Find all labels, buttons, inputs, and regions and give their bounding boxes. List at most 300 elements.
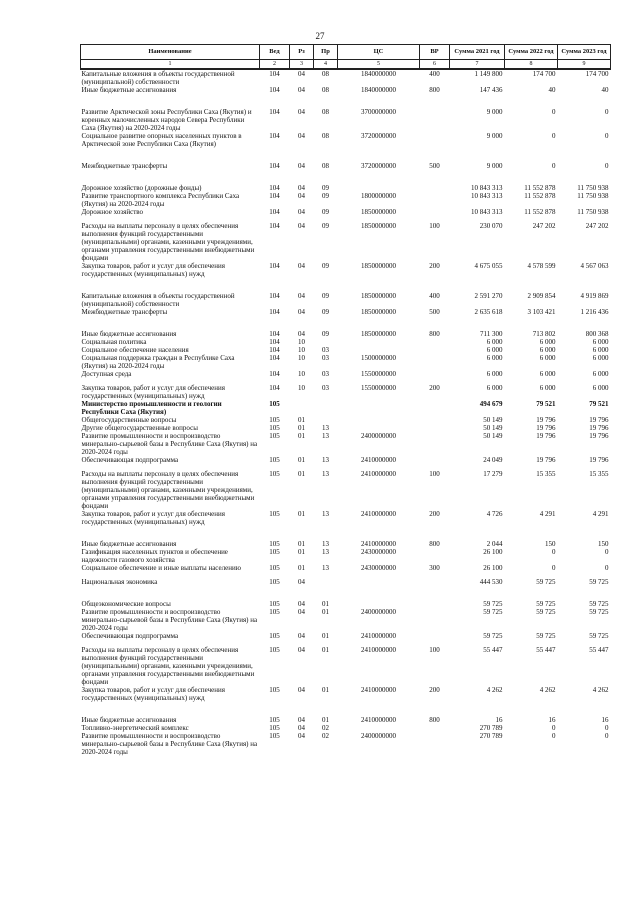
row-ved: 104 [269, 354, 280, 362]
row-cs [338, 346, 420, 354]
row-rz: 04 [298, 716, 305, 724]
column-header-rz: Рз [290, 45, 314, 60]
row-pr [314, 578, 338, 600]
row-name: Дорожное хозяйство (дорожные фонды) [81, 184, 202, 192]
row-rz: 04 [298, 208, 305, 216]
table-row [81, 632, 611, 646]
row-sum-2021: 26 100 [483, 564, 503, 572]
table-row [81, 69, 611, 86]
row-cs: 2400000000 [361, 432, 396, 440]
row-pr: 09 [322, 308, 329, 316]
row-pr: 03 [322, 370, 329, 378]
row-cs: 1850000000 [361, 208, 396, 216]
row-rz: 04 [298, 86, 305, 94]
row-name: Социальная поддержка граждан в Республике Саха (Якутия) на 2020-2024 годы [81, 354, 235, 370]
row-ved: 104 [269, 192, 280, 200]
table-row [81, 578, 611, 600]
row-cs: 2410000000 [361, 632, 396, 640]
row-sum-2023: 55 447 [589, 646, 609, 654]
row-sum-2022: 40 [548, 86, 556, 94]
table-row [81, 108, 611, 132]
row-vr: 400 [429, 292, 440, 300]
table-row [81, 338, 611, 346]
row-vr [420, 346, 450, 354]
table-body [81, 69, 611, 756]
row-rz: 01 [298, 540, 305, 548]
row-sum-2023: 0 [605, 162, 609, 170]
row-sum-2022: 713 802 [532, 330, 556, 338]
row-ved: 104 [269, 162, 280, 170]
row-name: Социальная политика [81, 338, 147, 346]
row-sum-2023: 59 725 [589, 600, 609, 608]
row-cs: 2410000000 [361, 470, 396, 478]
row-rz: 10 [298, 384, 305, 392]
row-ved: 105 [269, 724, 280, 732]
row-sum-2023: 1 216 436 [580, 308, 609, 316]
row-vr [420, 208, 450, 222]
row-pr: 08 [322, 86, 329, 94]
row-sum-2023: 6 000 [592, 346, 609, 354]
row-vr [420, 608, 450, 632]
row-rz: 01 [298, 564, 305, 572]
row-name: Общегосударственные вопросы [81, 416, 177, 424]
row-sum-2021: 6 000 [486, 370, 503, 378]
row-pr: 01 [322, 686, 329, 694]
row-ved: 105 [269, 424, 280, 432]
row-ved: 104 [269, 132, 280, 140]
column-header-ved: Вед [260, 45, 290, 60]
row-sum-2022: 0 [552, 162, 556, 170]
row-sum-2022: 0 [552, 564, 556, 572]
row-sum-2021: 10 843 313 [471, 208, 503, 216]
row-name: Министерство промышленности и геологии Республики Саха (Якутия) [81, 400, 222, 416]
row-pr: 08 [322, 132, 329, 140]
row-ved: 104 [269, 308, 280, 316]
row-sum-2023: 15 355 [589, 470, 609, 478]
row-ved: 105 [269, 632, 280, 640]
row-vr: 200 [429, 686, 440, 694]
row-ved: 104 [269, 108, 280, 116]
row-pr: 01 [322, 600, 329, 608]
table-row [81, 716, 611, 724]
row-sum-2023: 4 919 869 [580, 292, 609, 300]
row-name: Закупка товаров, работ и услуг для обеспечения государственных (муниципальных) нужд [81, 262, 225, 278]
table-row [81, 86, 611, 108]
column-header-name: Наименование [81, 45, 260, 60]
row-sum-2021: 9 000 [486, 132, 503, 140]
row-sum-2021: 147 436 [479, 86, 503, 94]
row-sum-2022: 174 700 [532, 70, 556, 78]
table-row [81, 292, 611, 308]
row-sum-2023: 59 725 [589, 632, 609, 640]
row-vr [420, 432, 450, 456]
row-sum-2021: 2 591 270 [474, 292, 503, 300]
row-name: Социальное развитие опорных населенных пунктов в Арктической зоне Республики Саха (Якутия) [81, 132, 242, 148]
row-pr [314, 400, 338, 416]
row-pr: 13 [322, 510, 329, 518]
row-rz: 01 [298, 416, 305, 424]
row-name: Обеспечивающая подпрограмма [81, 456, 179, 464]
row-vr: 200 [429, 510, 440, 518]
row-cs: 1850000000 [361, 330, 396, 338]
row-vr: 100 [429, 222, 440, 230]
table-row [81, 184, 611, 192]
row-sum-2022: 59 725 [536, 578, 556, 586]
row-rz [290, 400, 314, 416]
row-name: Дорожное хозяйство [81, 208, 144, 216]
row-ved: 105 [269, 456, 280, 464]
row-sum-2021: 50 149 [483, 416, 503, 424]
row-sum-2021: 2 635 618 [474, 308, 503, 316]
row-name: Закупка товаров, работ и услуг для обеспечения государственных (муниципальных) нужд [81, 510, 225, 526]
row-ved: 105 [269, 564, 280, 572]
row-vr [420, 456, 450, 470]
row-name: Закупка товаров, работ и услуг для обеспечения государственных (муниципальных) нужд [81, 384, 225, 400]
row-cs [338, 416, 420, 424]
row-name: Топливно-энергетический комплекс [81, 724, 189, 732]
row-sum-2021: 10 843 313 [471, 192, 503, 200]
row-rz: 04 [298, 330, 305, 338]
row-pr: 01 [322, 608, 329, 616]
row-sum-2023: 0 [605, 108, 609, 116]
row-sum-2022: 11 552 878 [524, 184, 556, 192]
row-vr [420, 424, 450, 432]
table-row [81, 540, 611, 548]
table-row [81, 646, 611, 686]
row-pr: 13 [322, 470, 329, 478]
row-ved: 105 [269, 548, 280, 556]
row-cs: 2400000000 [361, 608, 396, 616]
row-pr: 01 [322, 632, 329, 640]
row-pr: 13 [322, 564, 329, 572]
row-vr [420, 416, 450, 424]
table-row [81, 262, 611, 292]
row-vr [420, 600, 450, 608]
row-pr: 13 [322, 432, 329, 440]
row-name: Расходы на выплаты персоналу в целях обеспечения выполнения функций государственными (муниципальными) органами, казенными учреждениями, органами управления государственными внебюджетными фондами [81, 222, 255, 262]
row-sum-2023: 19 796 [589, 432, 609, 440]
row-name: Газификация населенных пунктов и обеспечение надежности газового хозяйства [81, 548, 228, 564]
table-row [81, 564, 611, 578]
row-vr: 500 [429, 308, 440, 316]
table-row [81, 208, 611, 222]
row-name: Иные бюджетные ассигнования [81, 716, 177, 724]
row-rz: 04 [298, 192, 305, 200]
row-sum-2023: 6 000 [592, 370, 609, 378]
table-row [81, 686, 611, 716]
row-ved: 104 [269, 330, 280, 338]
row-vr [420, 108, 450, 132]
row-sum-2022: 6 000 [539, 338, 556, 346]
row-sum-2021: 1 149 800 [474, 70, 503, 78]
row-sum-2021: 9 000 [486, 162, 503, 170]
row-sum-2023: 150 [598, 540, 609, 548]
row-sum-2023: 6 000 [592, 384, 609, 392]
row-cs: 2410000000 [361, 716, 396, 724]
row-sum-2023: 11 750 938 [577, 192, 609, 200]
table-row [81, 600, 611, 608]
row-vr [420, 354, 450, 370]
row-rz: 04 [298, 184, 305, 192]
row-pr: 03 [322, 346, 329, 354]
row-sum-2022: 6 000 [539, 346, 556, 354]
row-rz: 01 [298, 424, 305, 432]
row-sum-2022: 6 000 [539, 370, 556, 378]
table-row [81, 456, 611, 470]
row-rz: 04 [298, 292, 305, 300]
row-vr: 400 [429, 70, 440, 78]
row-sum-2021: 711 300 [480, 330, 503, 338]
row-sum-2023: 4 291 [592, 510, 609, 518]
row-ved: 104 [269, 292, 280, 300]
row-sum-2022: 11 552 878 [524, 192, 556, 200]
table-row [81, 608, 611, 632]
row-cs: 3720000000 [361, 162, 396, 170]
row-sum-2023: 19 796 [589, 416, 609, 424]
column-number: 8 [505, 60, 558, 70]
row-ved: 105 [269, 416, 280, 424]
row-sum-2022: 4 578 599 [527, 262, 556, 270]
row-rz: 04 [298, 724, 305, 732]
row-rz: 04 [298, 646, 305, 654]
row-cs: 3720000000 [361, 132, 396, 140]
row-sum-2022: 59 725 [536, 600, 556, 608]
row-name: Капитальные вложения в объекты государственной (муниципальной) собственности [81, 70, 235, 86]
row-ved: 105 [269, 578, 280, 586]
row-sum-2023: 4 262 [592, 686, 609, 694]
row-vr: 800 [429, 330, 440, 338]
row-name: Доступная среда [81, 370, 132, 378]
row-pr: 03 [322, 354, 329, 362]
row-name: Межбюджетные трансферты [81, 162, 168, 170]
row-cs [338, 424, 420, 432]
row-vr: 800 [429, 716, 440, 724]
row-name: Социальное обеспечение населения [81, 346, 189, 354]
column-header-sum-2022: Сумма 2022 год [505, 45, 558, 60]
table-row [81, 384, 611, 400]
row-sum-2022: 0 [552, 548, 556, 556]
row-vr [420, 370, 450, 384]
table-row [81, 424, 611, 432]
table-row [81, 548, 611, 564]
table-row [81, 470, 611, 510]
row-sum-2022: 6 000 [539, 384, 556, 392]
row-rz: 04 [298, 578, 305, 586]
row-sum-2021: 26 100 [483, 548, 503, 556]
row-cs: 1850000000 [361, 292, 396, 300]
row-sum-2021: 59 725 [483, 632, 503, 640]
column-number: 5 [338, 60, 420, 70]
table-row [81, 354, 611, 370]
column-header-sum-2023: Сумма 2023 год [558, 45, 611, 60]
row-name: Национальная экономика [81, 578, 158, 586]
budget-table [80, 44, 611, 756]
row-pr: 13 [322, 424, 329, 432]
row-ved: 105 [269, 646, 280, 654]
row-rz: 04 [298, 222, 305, 230]
row-vr: 300 [429, 564, 440, 572]
row-vr [420, 548, 450, 564]
row-rz: 01 [298, 510, 305, 518]
row-name: Развитие промышленности и воспроизводство минерально-сырьевой базы в Республике Саха (Якутия) на 2020-2024 годы [81, 608, 258, 632]
table-row [81, 724, 611, 732]
page-number: 27 [315, 31, 325, 41]
row-ved: 105 [269, 732, 280, 740]
row-pr: 01 [322, 716, 329, 724]
row-cs: 1800000000 [361, 192, 396, 200]
row-pr: 03 [322, 384, 329, 392]
row-vr [420, 400, 450, 416]
row-pr: 02 [322, 724, 329, 732]
row-pr: 01 [322, 646, 329, 654]
row-sum-2023: 0 [605, 132, 609, 140]
row-pr [314, 338, 338, 346]
row-cs [338, 600, 420, 608]
row-ved: 104 [269, 222, 280, 230]
row-rz: 10 [298, 346, 305, 354]
row-sum-2021: 4 675 055 [474, 262, 503, 270]
row-sum-2022: 79 521 [536, 400, 556, 408]
row-name: Иные бюджетные ассигнования [81, 86, 177, 94]
row-sum-2022: 59 725 [536, 608, 556, 616]
row-sum-2022: 0 [552, 732, 556, 740]
row-sum-2022: 19 796 [536, 456, 556, 464]
row-cs: 1850000000 [361, 308, 396, 316]
row-sum-2022: 4 262 [539, 686, 556, 694]
row-ved: 104 [269, 370, 280, 378]
row-cs: 2410000000 [361, 686, 396, 694]
row-sum-2021: 17 279 [483, 470, 503, 478]
column-number: 3 [290, 60, 314, 70]
row-pr: 09 [322, 292, 329, 300]
table-row [81, 308, 611, 330]
column-header-vr: ВР [420, 45, 450, 60]
row-name: Закупка товаров, работ и услуг для обеспечения государственных (муниципальных) нужд [81, 686, 225, 702]
table-row [81, 400, 611, 416]
row-ved: 105 [269, 510, 280, 518]
row-vr: 500 [429, 162, 440, 170]
row-rz: 10 [298, 370, 305, 378]
column-header-sum-2021: Сумма 2021 год [450, 45, 505, 60]
row-rz: 04 [298, 600, 305, 608]
row-cs: 2430000000 [361, 564, 396, 572]
row-pr: 09 [322, 330, 329, 338]
row-ved: 105 [269, 716, 280, 724]
row-pr: 09 [322, 208, 329, 216]
row-sum-2023: 4 567 063 [580, 262, 609, 270]
row-pr: 13 [322, 540, 329, 548]
row-name: Социальное обеспечение и иные выплаты населению [81, 564, 241, 572]
row-ved: 104 [269, 384, 280, 392]
row-ved: 104 [269, 208, 280, 216]
row-ved: 104 [269, 86, 280, 94]
row-sum-2023: 0 [605, 732, 609, 740]
row-rz: 04 [298, 162, 305, 170]
table-row [81, 330, 611, 338]
row-cs: 1550000000 [361, 384, 396, 392]
row-vr [420, 192, 450, 208]
row-pr: 13 [322, 456, 329, 464]
row-sum-2021: 494 679 [479, 400, 503, 408]
row-cs: 1840000000 [361, 86, 396, 94]
row-rz: 04 [298, 732, 305, 740]
row-sum-2023: 40 [601, 86, 609, 94]
row-cs [338, 724, 420, 732]
row-sum-2023: 11 750 938 [577, 184, 609, 192]
row-sum-2021: 10 843 313 [471, 184, 503, 192]
row-sum-2023: 247 202 [585, 222, 609, 230]
row-sum-2022: 3 103 421 [527, 308, 556, 316]
row-ved: 105 [269, 400, 280, 408]
row-rz: 10 [298, 354, 305, 362]
row-sum-2022: 0 [552, 132, 556, 140]
row-sum-2023: 19 796 [589, 456, 609, 464]
row-rz: 04 [298, 108, 305, 116]
column-header-pr: Пр [314, 45, 338, 60]
row-cs [338, 338, 420, 346]
row-rz: 01 [298, 470, 305, 478]
row-sum-2022: 15 355 [536, 470, 556, 478]
row-sum-2021: 6 000 [486, 384, 503, 392]
table-row [81, 346, 611, 354]
row-pr [314, 416, 338, 424]
row-rz: 04 [298, 308, 305, 316]
row-ved: 104 [269, 70, 280, 78]
row-rz: 01 [298, 548, 305, 556]
row-vr: 100 [429, 470, 440, 478]
row-ved: 104 [269, 184, 280, 192]
row-cs: 2410000000 [361, 510, 396, 518]
table-row [81, 432, 611, 456]
row-sum-2023: 19 796 [589, 424, 609, 432]
row-sum-2023: 6 000 [592, 354, 609, 362]
row-sum-2022: 19 796 [536, 432, 556, 440]
row-pr: 08 [322, 70, 329, 78]
row-sum-2021: 50 149 [483, 432, 503, 440]
row-ved: 105 [269, 686, 280, 694]
row-sum-2023: 59 725 [589, 608, 609, 616]
table-row [81, 370, 611, 384]
column-number: 1 [81, 60, 260, 70]
row-sum-2021: 6 000 [486, 354, 503, 362]
table-row [81, 132, 611, 162]
row-name: Расходы на выплаты персоналу в целях обеспечения выполнения функций государственными (муниципальными) органами, казенными учреждениями, органами управления государственными внебюджетными фондами [81, 646, 255, 686]
row-name: Капитальные вложения в объекты государственной (муниципальной) собственности [81, 292, 235, 308]
row-sum-2023: 59 725 [589, 578, 609, 586]
row-vr [420, 338, 450, 346]
row-sum-2021: 9 000 [486, 108, 503, 116]
table-row [81, 510, 611, 540]
row-sum-2022: 19 796 [536, 424, 556, 432]
table-row [81, 222, 611, 262]
row-sum-2021: 6 000 [486, 338, 503, 346]
row-sum-2021: 59 725 [483, 608, 503, 616]
row-cs [338, 400, 420, 416]
row-cs: 1850000000 [361, 222, 396, 230]
row-sum-2022: 0 [552, 724, 556, 732]
row-sum-2021: 270 789 [479, 724, 503, 732]
row-cs: 2410000000 [361, 456, 396, 464]
row-sum-2023: 6 000 [592, 338, 609, 346]
row-vr [420, 732, 450, 756]
row-sum-2022: 2 909 854 [527, 292, 556, 300]
column-number: 6 [420, 60, 450, 70]
row-rz: 04 [298, 608, 305, 616]
row-name: Межбюджетные трансферты [81, 308, 168, 316]
row-sum-2021: 55 447 [483, 646, 503, 654]
row-cs [338, 184, 420, 192]
row-sum-2021: 24 049 [483, 456, 503, 464]
